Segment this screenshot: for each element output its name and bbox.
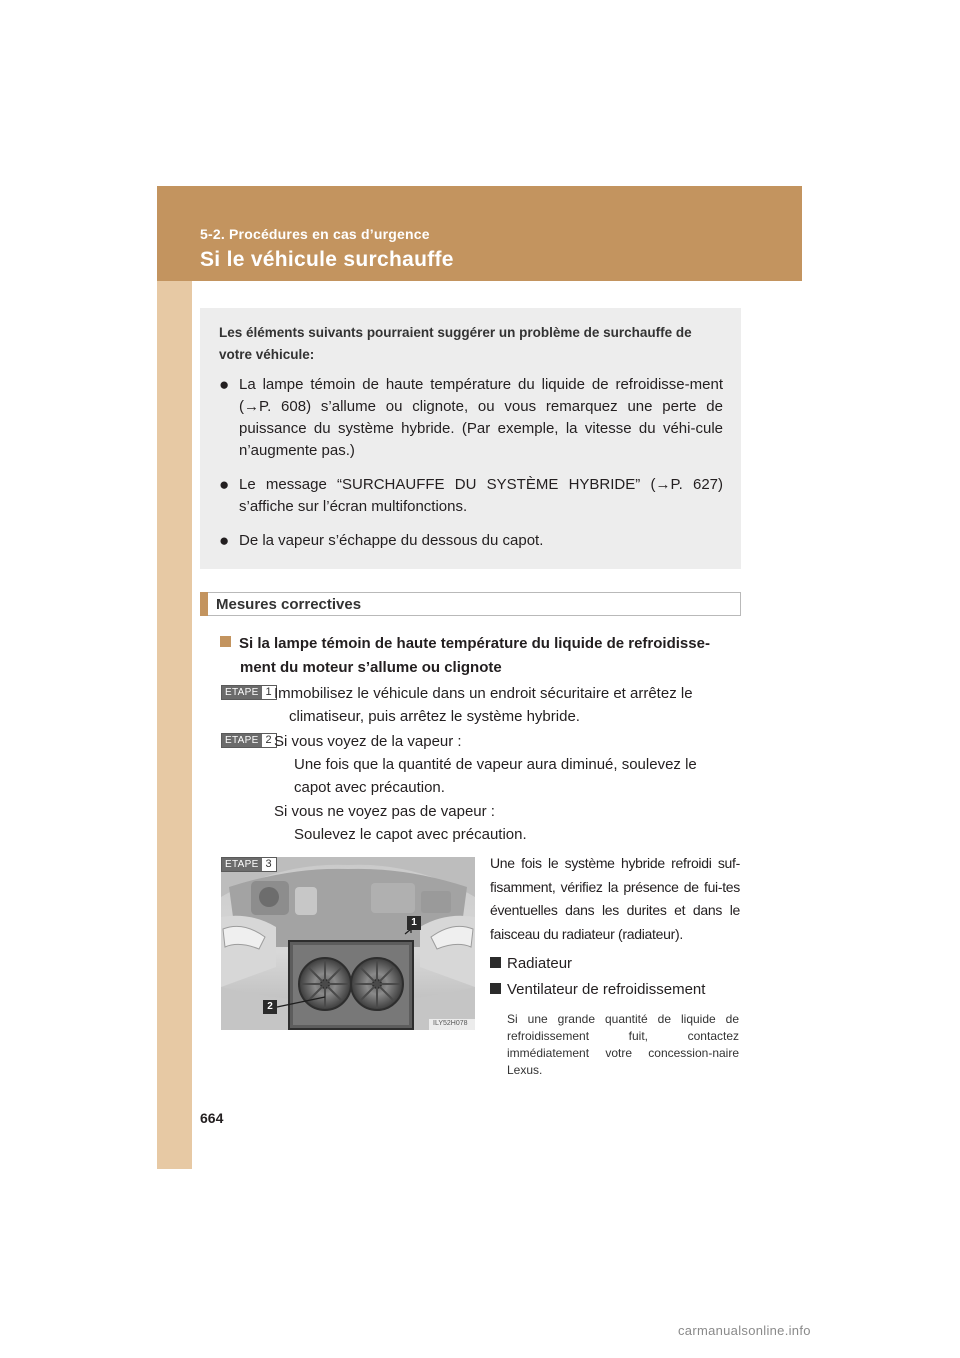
page-number: 664 <box>200 1110 224 1126</box>
list-item-text: La lampe témoin de haute température du liquide de refroidisse-ment (→P. 608) s’allume ou clignote, ou vous remarquez une perte de puissance du système hybride. (Par exemple, la vitesse du véhi-cule n’augmente pas.) <box>239 376 723 459</box>
list-item <box>219 530 723 552</box>
step-2-badge <box>221 733 277 748</box>
bullet-icon: ● <box>219 375 230 394</box>
note-text: Si une grande quantité de liquide de refroidissement fuit, contactez immédiatement votre concession-naire Lexus. <box>507 1012 739 1077</box>
step-2-nosteam-text: Soulevez le capot avec précaution. <box>294 826 527 843</box>
legend-item-2 <box>490 980 705 1000</box>
legend-item-1 <box>490 954 572 974</box>
legend-marker-2 <box>490 983 501 994</box>
step-3-text: Une fois le système hybride refroidi suf-fisamment, vérifiez la présence de fui-tes éventuelles dans les durites et dans le faisceau du radiateur (radiateur). <box>490 855 740 942</box>
situation-line-1: Si la lampe témoin de haute température du liquide de refroidisse- <box>239 635 710 652</box>
subsection-heading <box>200 592 741 616</box>
step-2-nosteam-lead: Si vous ne voyez pas de vapeur : <box>274 803 495 820</box>
step-badge-number: 1 <box>265 686 272 698</box>
section-title: 5-2. Procédures en cas d’urgence <box>200 226 430 242</box>
step-3-badge <box>221 857 277 872</box>
situation-heading <box>220 632 742 680</box>
callout-2: 2 <box>263 1000 277 1014</box>
intro-box <box>200 308 741 569</box>
side-band <box>157 281 192 1169</box>
step-badge-label: ETAPE <box>222 734 262 747</box>
engine-compartment-image <box>221 857 475 1030</box>
heading-accent <box>200 592 208 616</box>
step-badge-number: 2 <box>265 734 272 746</box>
step-2-steam-lead: Si vous voyez de la vapeur : <box>274 733 462 750</box>
situation-line-2: ment du moteur s’allume ou clignote <box>240 659 502 676</box>
step-1-line-1: Immobilisez le véhicule dans un endroit sécuritaire et arrêtez le <box>274 685 693 702</box>
legend-label-radiator: Radiateur <box>507 955 573 972</box>
intro-lead: Les éléments suivants pourraient suggérer un problème de surchauffe de votre véhicule: <box>219 325 692 362</box>
list-item <box>219 474 723 518</box>
bullet-icon: ● <box>219 475 230 494</box>
step-badge-number: 3 <box>265 858 272 870</box>
bullet-icon: ● <box>219 531 230 550</box>
list-item-text: De la vapeur s’échappe du dessous du capot. <box>239 532 544 549</box>
figure-code: ILY52H078 <box>433 1020 468 1027</box>
step-badge-label: ETAPE <box>222 686 262 699</box>
step-1-badge <box>221 685 277 700</box>
page-title: Si le véhicule surchauffe <box>200 248 454 271</box>
watermark: carmanualsonline.info <box>678 1323 811 1338</box>
callout-1: 1 <box>407 916 421 930</box>
subsection-heading-label: Mesures correctives <box>216 596 362 613</box>
intro-list <box>219 374 723 552</box>
square-bullet-icon <box>220 636 231 647</box>
legend-label-fan: Ventilateur de refroidissement <box>507 981 706 998</box>
step-badge-label: ETAPE <box>222 858 262 871</box>
list-item <box>219 374 723 462</box>
step-2-steam-line-2: capot avec précaution. <box>294 779 445 796</box>
list-item-text: Le message “SURCHAUFFE DU SYSTÈME HYBRIDE” (→P. 627) s’affiche sur l’écran multifonctions. <box>239 476 723 515</box>
step-1-line-2: climatiseur, puis arrêtez le système hybride. <box>289 708 580 725</box>
step-2-steam-line-1: Une fois que la quantité de vapeur aura diminué, soulevez le <box>294 756 697 773</box>
legend-marker-1 <box>490 957 501 968</box>
